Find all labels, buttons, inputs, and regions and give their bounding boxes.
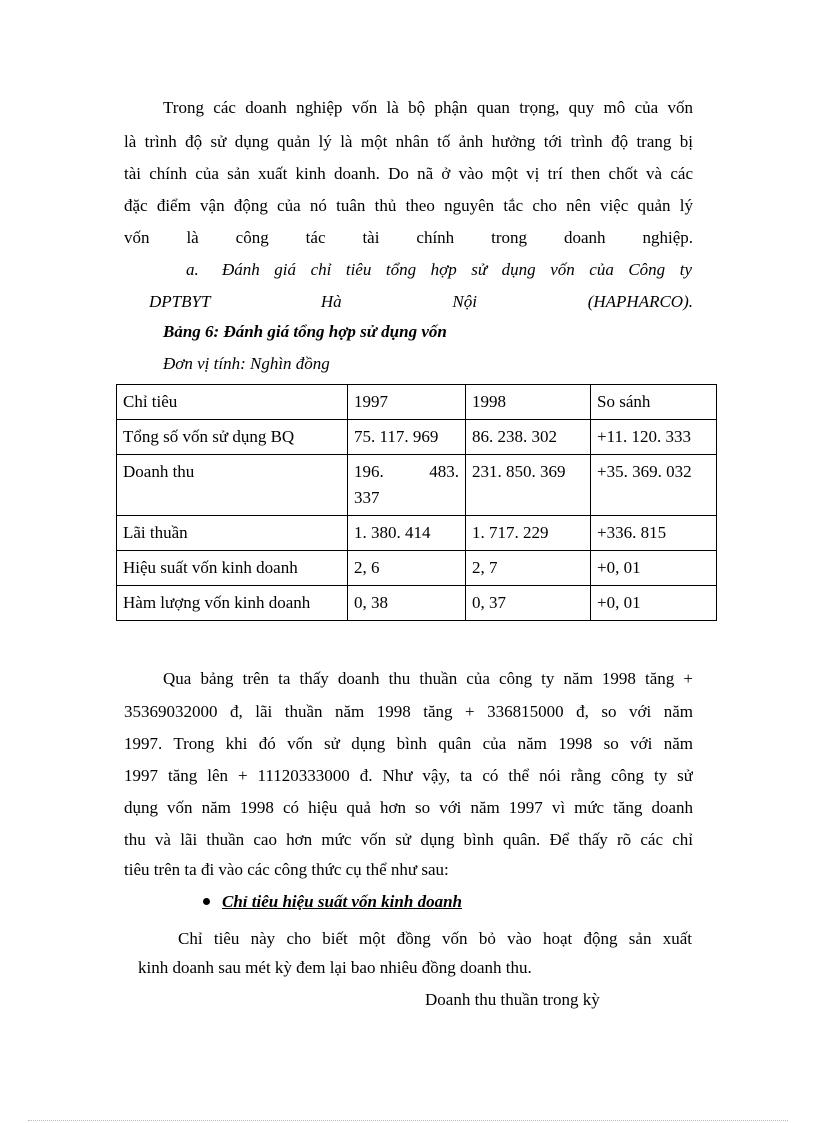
cell-comparison: +11. 120. 333 xyxy=(591,420,717,455)
table-header-row xyxy=(117,385,717,420)
header-indicator: Chỉ tiêu xyxy=(117,385,348,420)
paragraph-2-line-4: 1997 tăng lên + 11120333000 đ. Như vậy, ta có thể nói rằng công ty sử xyxy=(124,766,693,785)
section-heading-line-2: DPTBYT Hà Nội (HAPHARCO). xyxy=(149,292,693,311)
paragraph-2-line-2: 35369032000 đ, lãi thuần năm 1998 tăng + 336815000 đ, so với năm xyxy=(124,702,693,721)
cell-1998: 1. 717. 229 xyxy=(466,516,591,551)
cell-comparison: +336. 815 xyxy=(591,516,717,551)
bullet-icon xyxy=(203,898,210,905)
table-caption: Bảng 6: Đánh giá tổng hợp sử dụng vốn xyxy=(163,322,447,341)
capital-usage-table xyxy=(116,384,717,621)
header-comparison: So sánh xyxy=(591,385,717,420)
cell-comparison: +0, 01 xyxy=(591,551,717,586)
paragraph-2-line-5: dụng vốn năm 1998 có hiệu quả hơn so với năm 1997 vì mức tăng doanh xyxy=(124,798,693,817)
row-label: Hiệu suất vốn kinh doanh xyxy=(117,551,348,586)
cell-comparison: +0, 01 xyxy=(591,586,717,621)
paragraph-3-line-1: Chỉ tiêu này cho biết một đồng vốn bỏ vào hoạt động sản xuất xyxy=(178,929,692,948)
cell-1998: 2, 7 xyxy=(466,551,591,586)
paragraph-1-line-2: là trình độ sử dụng quản lý là một nhân tố ảnh hưởng tới trình độ trang bị xyxy=(124,132,693,151)
row-label: Doanh thu xyxy=(117,455,348,516)
formula-numerator: Doanh thu thuần trong kỳ xyxy=(425,990,600,1009)
paragraph-3-line-2: kinh doanh sau mét kỳ đem lại bao nhiêu đồng doanh thu. xyxy=(138,958,532,977)
unit-note: Đơn vị tính: Nghìn đồng xyxy=(163,354,330,373)
row-label: Lãi thuần xyxy=(117,516,348,551)
row-label: Tổng số vốn sử dụng BQ xyxy=(117,420,348,455)
header-1998: 1998 xyxy=(466,385,591,420)
paragraph-1-line-3: tài chính của sản xuất kinh doanh. Do nã ở vào một vị trí then chốt và các xyxy=(124,164,693,183)
section-heading-line-1: Đánh giá chỉ tiêu tổng hợp sử dụng vốn của Công ty xyxy=(222,260,692,279)
table-row xyxy=(117,516,717,551)
section-marker: a. xyxy=(186,260,199,279)
cell-1997: 196. 483. 337 xyxy=(348,455,466,516)
cell-1997: 1. 380. 414 xyxy=(348,516,466,551)
paragraph-1-line-4: đặc điểm vận động của nó tuân thủ theo nguyên tắc cho nên việc quản lý xyxy=(124,196,693,215)
header-1997: 1997 xyxy=(348,385,466,420)
bullet-heading: Chỉ tiêu hiệu suất vốn kinh doanh xyxy=(222,892,462,911)
table-row xyxy=(117,455,717,516)
paragraph-1-line-1: Trong các doanh nghiệp vốn là bộ phận quan trọng, quy mô của vốn xyxy=(163,98,693,117)
paragraph-2-line-3: 1997. Trong khi đó vốn sử dụng bình quân của năm 1998 so với năm xyxy=(124,734,693,753)
cell-1998: 86. 238. 302 xyxy=(466,420,591,455)
paragraph-2-line-6: thu và lãi thuần cao hơn mức vốn sử dụng bình quân. Để thấy rõ các chỉ xyxy=(124,830,693,849)
paragraph-1-line-5: vốn là công tác tài chính trong doanh nghiệp. xyxy=(124,228,693,247)
cell-1997: 75. 117. 969 xyxy=(348,420,466,455)
page-bottom-rule xyxy=(28,1120,788,1121)
paragraph-2-line-1: Qua bảng trên ta thấy doanh thu thuần của công ty năm 1998 tăng + xyxy=(163,669,693,688)
cell-1997: 0, 38 xyxy=(348,586,466,621)
table-row xyxy=(117,586,717,621)
cell-comparison: +35. 369. 032 xyxy=(591,455,717,516)
table-row xyxy=(117,551,717,586)
paragraph-2-line-7: tiêu trên ta đi vào các công thức cụ thể như sau: xyxy=(124,860,449,879)
cell-1997: 2, 6 xyxy=(348,551,466,586)
cell-1998: 231. 850. 369 xyxy=(466,455,591,516)
table-row xyxy=(117,420,717,455)
cell-1998: 0, 37 xyxy=(466,586,591,621)
row-label: Hàm lượng vốn kinh doanh xyxy=(117,586,348,621)
